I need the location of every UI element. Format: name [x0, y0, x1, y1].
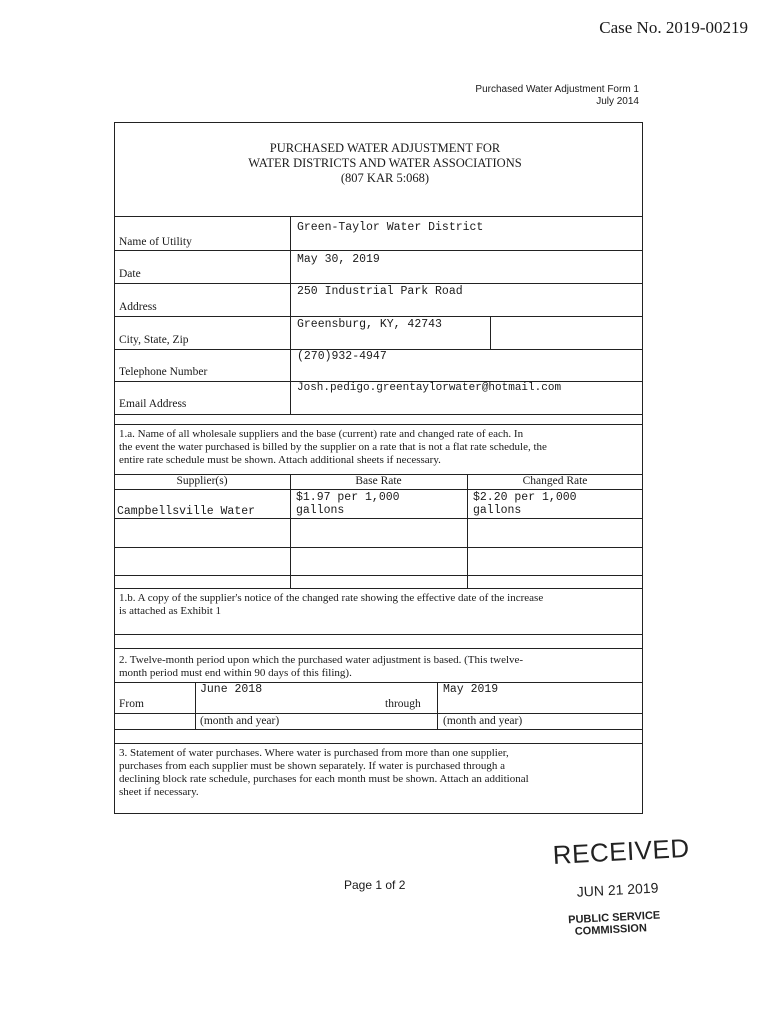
received-stamp-date: JUN 21 2019	[576, 879, 659, 900]
divider	[437, 682, 438, 729]
divider	[195, 682, 196, 729]
divider	[114, 424, 643, 425]
divider	[114, 682, 643, 683]
date-value: May 30, 2019	[297, 253, 380, 266]
table-divider	[467, 474, 468, 588]
supplier-name: Campbellsville Water	[117, 505, 256, 518]
base-rate-line: $1.97 per 1,000	[296, 491, 400, 504]
divider	[114, 250, 643, 251]
city-state-zip-label: City, State, Zip	[119, 334, 189, 346]
form-header	[475, 84, 639, 108]
address-value: 250 Industrial Park Road	[297, 285, 463, 298]
city-state-zip-value: Greensburg, KY, 42743	[297, 318, 442, 331]
divider	[114, 713, 643, 714]
received-stamp	[552, 833, 694, 939]
case-number: Case No. 2019-00219	[599, 18, 748, 37]
section-3-line: purchases from each supplier must be shown separately. If water is purchased through a	[119, 760, 505, 772]
through-hint: (month and year)	[443, 715, 523, 727]
form-title-line2: WATER DISTRICTS AND WATER ASSOCIATIONS	[248, 156, 522, 170]
section-3-line: declining block rate schedule, purchases for each month must be shown. Attach an additional	[119, 773, 529, 785]
table-divider	[114, 575, 643, 576]
changed-rate-line: $2.20 per 1,000	[473, 491, 577, 504]
table-divider	[114, 547, 643, 548]
section-2-text	[119, 654, 523, 680]
section-1a-text	[119, 428, 547, 467]
base-rate-line: gallons	[296, 504, 345, 517]
table-header-base-rate: Base Rate	[355, 475, 402, 487]
section-3-text	[119, 747, 638, 799]
table-header-supplier: Supplier(s)	[176, 475, 228, 487]
base-rate	[296, 491, 400, 517]
section-2-line: month period must end within 90 days of this filing).	[119, 667, 352, 679]
email-label: Email Address	[119, 398, 187, 410]
changed-rate	[473, 491, 577, 517]
from-hint: (month and year)	[200, 715, 280, 727]
through-label: through	[385, 698, 421, 710]
address-label: Address	[119, 301, 157, 313]
section-2-line: 2. Twelve-month period upon which the purchased water adjustment is based. (This twelve-	[119, 654, 524, 666]
telephone-label: Telephone Number	[119, 366, 208, 378]
table-divider	[290, 474, 291, 588]
divider	[114, 283, 643, 284]
table-divider	[114, 489, 643, 490]
date-label: Date	[119, 268, 141, 280]
form-header-date: July 2014	[596, 96, 639, 107]
through-value: May 2019	[443, 683, 499, 696]
form-title	[0, 141, 770, 186]
table-divider	[114, 518, 643, 519]
form-title-regulation: (807 KAR 5:068)	[340, 171, 430, 185]
section-1a-line: entire rate schedule must be shown. Attach additional sheets if necessary.	[119, 454, 441, 466]
form-header-title: Purchased Water Adjustment Form 1	[475, 84, 639, 95]
divider	[114, 634, 643, 635]
divider	[114, 648, 643, 649]
section-3-line: 3. Statement of water purchases. Where water is purchased from more than one supplier,	[119, 747, 509, 759]
page-number: Page 1 of 2	[344, 878, 406, 892]
divider	[290, 216, 291, 414]
received-stamp-line2: COMMISSION	[574, 922, 648, 938]
divider	[114, 216, 643, 217]
utility-name-value: Green-Taylor Water District	[297, 221, 484, 234]
from-label: From	[119, 698, 144, 710]
telephone-value: (270)932-4947	[297, 350, 387, 363]
section-3-line: sheet if necessary.	[119, 786, 199, 798]
divider	[114, 316, 643, 317]
utility-name-label: Name of Utility	[119, 236, 192, 248]
divider	[114, 729, 643, 730]
section-1a-line: the event the water purchased is billed by the supplier on a rate that is not a flat rate schedule, the	[119, 441, 547, 453]
from-value: June 2018	[200, 683, 263, 696]
form-title-line1: PURCHASED WATER ADJUSTMENT FOR	[269, 141, 501, 155]
received-stamp-word: RECEIVED	[552, 832, 691, 870]
section-1b-line: is attached as Exhibit 1	[119, 605, 222, 617]
divider	[114, 743, 643, 744]
section-1a-line: 1.a. Name of all wholesale suppliers and the base (current) rate and changed rate of each. In	[119, 428, 524, 440]
email-value: Josh.pedigo.greentaylorwater@hotmail.com	[297, 382, 562, 394]
divider	[114, 414, 643, 415]
table-header-changed-rate: Changed Rate	[522, 475, 588, 487]
received-stamp-line1: PUBLIC SERVICE	[567, 909, 661, 927]
section-1b-text	[119, 592, 543, 618]
table-divider	[114, 588, 643, 589]
section-1b-line: 1.b. A copy of the supplier's notice of the changed rate showing the effective date of the increase	[119, 592, 544, 604]
divider	[490, 316, 491, 349]
changed-rate-line: gallons	[473, 504, 522, 517]
